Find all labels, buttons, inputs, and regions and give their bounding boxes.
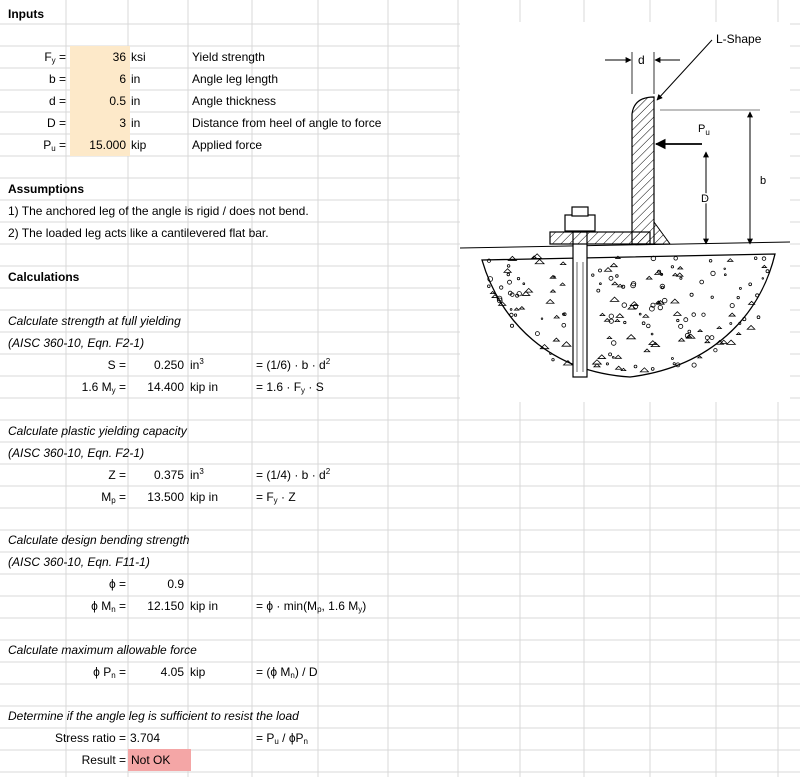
d-input[interactable]: 0.5 (70, 90, 130, 112)
phi-value: 0.9 (167, 577, 184, 591)
My-formula: = $1.6 \cdot F_y \cdot S$ (256, 380, 324, 395)
pu-description: Applied force (192, 138, 263, 152)
S-value: 0.250 (153, 358, 184, 372)
Pn-unit: kip (190, 665, 206, 679)
calculations-title: Calculations (8, 270, 80, 284)
l-shape-leader (657, 40, 712, 100)
b-unit: in (131, 72, 141, 86)
Z-formula: = $(1/4) \cdot b \cdot d^2$ (256, 467, 331, 482)
fy-input[interactable]: 36 (70, 46, 130, 68)
check-heading: Determine if the angle leg is sufficient to resist the load (8, 709, 299, 723)
d-description: Angle thickness (192, 94, 277, 108)
d-label: d = (48, 94, 66, 108)
S-unit: $in^3$ (190, 357, 204, 372)
design-heading: Calculate design bending strength (8, 533, 190, 547)
fy-label: $F_y$ = (44, 50, 66, 65)
weld (654, 222, 670, 244)
Mn-unit: kip in (190, 599, 219, 613)
My-value: 14.400 (147, 380, 184, 394)
Mn-value: 12.150 (147, 599, 184, 613)
assumptions-title: Assumptions (8, 182, 85, 196)
Mp-unit: kip in (190, 490, 219, 504)
pu-input[interactable]: 15.000 (70, 134, 130, 156)
Pn-value: 4.05 (160, 665, 184, 679)
Z-value: 0.375 (153, 468, 184, 482)
result-status-badge: Not OK (128, 749, 191, 771)
angle-vertical-leg (632, 97, 654, 244)
S-formula: = $(1/6) \cdot b \cdot d^2$ (256, 357, 331, 372)
D-label: D = (46, 116, 66, 130)
design-reference: (AISC 360-10, Eqn. F11-1) (8, 555, 150, 569)
result-label: Result = (81, 753, 126, 767)
yield-heading: Calculate strength at full yielding (8, 314, 181, 328)
D-input[interactable]: 3 (70, 112, 130, 134)
anchor-bolt (573, 232, 587, 377)
allowable-heading: Calculate maximum allowable force (8, 643, 197, 657)
Mp-formula: = $F_y \cdot Z$ (256, 490, 296, 505)
Pn-formula: = (ϕ $M_n$) / D (256, 665, 318, 680)
stress-ratio-value: 3.704 (130, 731, 161, 745)
pu-unit: kip (131, 138, 147, 152)
b-description: Angle leg length (192, 72, 279, 86)
Pn-label: ϕ $P_n$ = (93, 665, 126, 680)
Mp-value: 13.500 (147, 490, 184, 504)
fy-unit: ksi (131, 50, 146, 64)
l-shape-title: L-Shape (716, 32, 762, 46)
b-dimension-label: b (760, 175, 767, 187)
Z-unit: $in^3$ (190, 467, 204, 482)
concrete-foundation (482, 254, 775, 377)
D-unit: in (131, 116, 141, 130)
d-dimension-label: d (638, 53, 645, 67)
assumption-1: 1) The anchored leg of the angle is rigid / does not bend. (8, 204, 309, 218)
D-description: Distance from heel of angle to force (192, 116, 382, 130)
bolt-nut (565, 215, 595, 231)
d-unit: in (131, 94, 141, 108)
pu-force-label: $P_u$ (698, 123, 710, 137)
fy-description: Yield strength (192, 50, 265, 64)
Mp-label: $M_p$ = (101, 490, 126, 505)
D-dimension-label: D (701, 193, 709, 205)
inputs-title: Inputs (8, 7, 44, 21)
plastic-reference: (AISC 360-10, Eqn. F2-1) (8, 446, 145, 460)
yield-reference: (AISC 360-10, Eqn. F2-1) (8, 336, 145, 350)
My-label: 1.6 $M_y$ = (81, 380, 126, 395)
plastic-heading: Calculate plastic yielding capacity (8, 424, 187, 438)
b-label: b = (48, 72, 66, 86)
stress-ratio-formula: = $P_u / \phi P_n$ (256, 731, 308, 746)
phi-label: ϕ = (108, 577, 126, 591)
assumption-2: 2) The loaded leg acts like a cantilevered flat bar. (8, 226, 269, 240)
Z-label: Z = (108, 468, 126, 482)
pu-label: $P_u$ = (43, 138, 66, 153)
stress-ratio-label: Stress ratio = (54, 731, 126, 745)
Mn-label: ϕ $M_n$ = (91, 599, 126, 614)
l-shape-anchor-diagram (460, 22, 790, 402)
My-unit: kip in (190, 380, 219, 394)
S-label: S = (107, 358, 126, 372)
b-input[interactable]: 6 (70, 68, 130, 90)
Mn-formula: = $\phi \cdot \min(M_p$, 1.6 $M_y$) (256, 599, 367, 614)
